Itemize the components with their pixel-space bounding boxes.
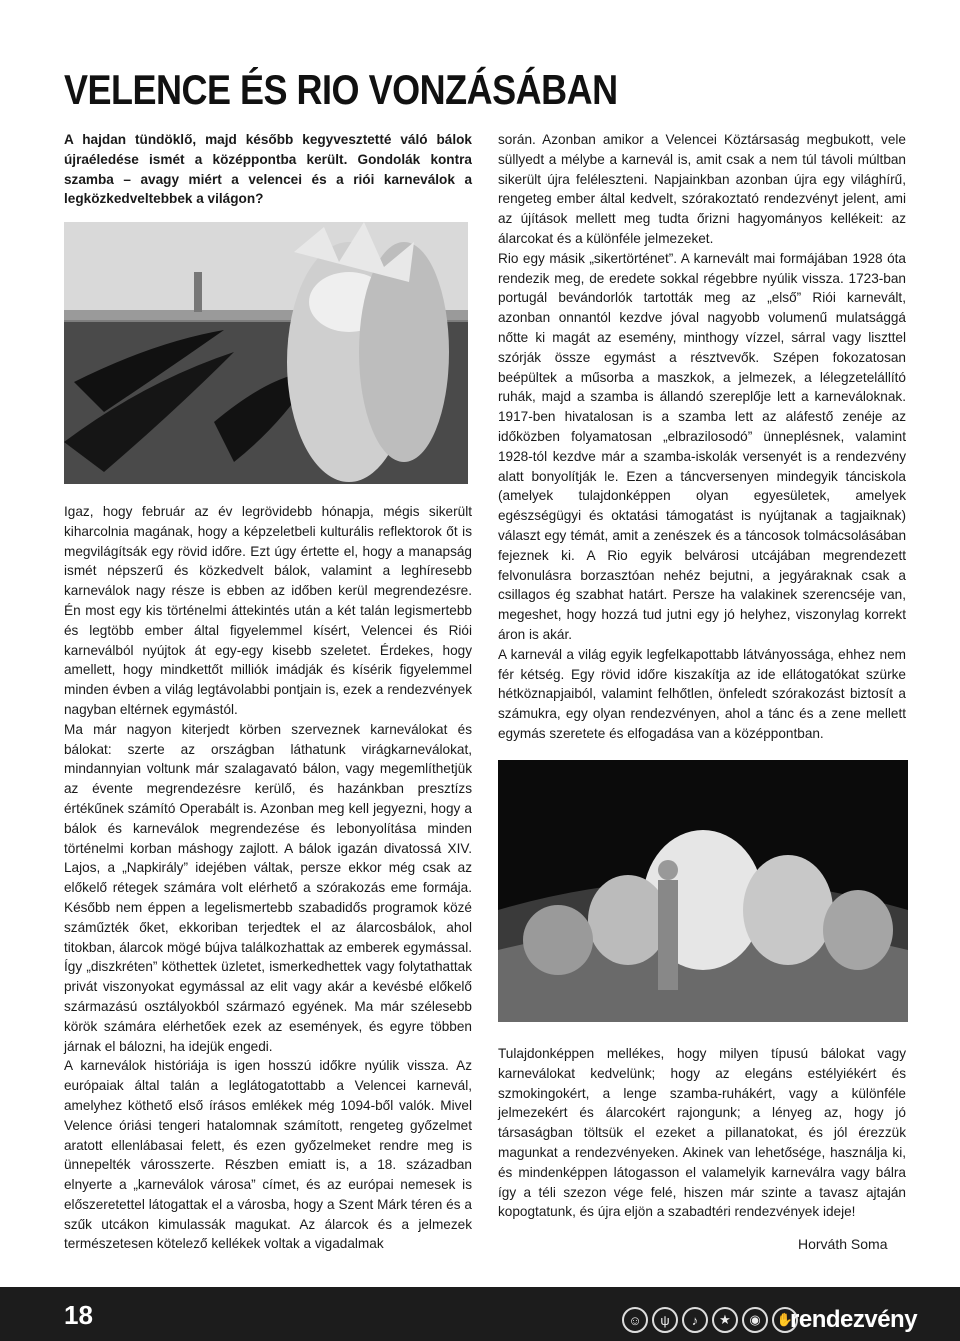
paragraph: során. Azonban amikor a Velencei Köztársaság megbukott, vele süllyedt a mélybe a karnevál is, amit csak a nem túl távoli múltban sikerült újra feléleszteni. Napjainkban azonban újra egy világhírű, rengeteg ember által kedvelt, szórakoztató rendezvényt jelent, ami az újítások mellett meg tudta őrizni hagyományos kellékeit: az álarcokat és a különféle jelmezeket. — [498, 132, 906, 246]
paragraph: Rio egy másik „sikertörténet”. A karnevált mai formájában 1928 óta rendezik meg, de eredete sokkal régebbre nyúlik vissza. 1723-ban portugál bevándorlók tartották meg az „első” Riói karnevált, azonban onnantól kezdve jóval nagyobb volumenű mulatsággá nőtte ki magát az esemény, minthogy vízzel, sárral vagy liszttel szórják össze egymást a résztvevők. Szépen fokozatosan beépültek a műsorba a maszkok, a jelmezek, a lélegzetelállító ruhák, majd a szamba is állandó szereplője lett a karneváloknak. 1917-ben hivatalosan is a szamba lett az aláfestő zenéje az időközben folyamatosan „elbrazilosodó” ünneplésnek, valamint 1928-tól kezdve már a szamba-iskolák versenyét is a rendezvény alatt bonyolítják le. Ezen a táncversenyen mindegyik tánciskola (amelyek tulajdonképpen olyan egyesületek, amelyek egészségügyi és oktatási támogatást is nyújtanak a tagjaiknak) választ egy témát, amit a zenészek és a táncosok tolmácsolásában fejeznek ki. A Rio egyik belvárosi utcájában megrendezett felvonulásra borzasztóan nehéz bejutni, a jegyáraknak csak a csillagos ég szabhat határt. Persze ha valakinek szerencséje van, megeshet, hogy hozzá tud jutni egy jó helyhez, viszonylag korrekt áron is akár. — [498, 250, 906, 642]
rio-carnival-photo — [498, 760, 908, 1022]
venice-carnival-photo — [64, 222, 468, 484]
article-closing: Tulajdonképpen mellékes, hogy milyen típusú bálokat vagy karneválokat kedvelünk; hogy az elegáns estélyiékért és szmokingokért, a lenge szamba-ruhákért, vagy a különféle jelmezekért és álarcokért rajongunk; a lényeg az, hogy jó társaságban töltsük el ezeket a pillanatokat, és jól érezzük magunkat a rendezvényeken. Akinek van lehetősége, használja ki, és mindenképpen látogasson el valamelyik karneválra vagy bálra így a téli szezon vége felé, hiszen már szinte a tavasz ajtaján kopogtatunk, és újra eljön a szabadtéri rendezvények ideje! — [498, 1046, 906, 1220]
people-icon: ☺ — [622, 1307, 648, 1333]
page-number: 18 — [64, 1300, 93, 1330]
cutlery-icon: ψ — [652, 1307, 678, 1333]
paragraph: Igaz, hogy február az év legrövidebb hónapja, mégis sikerült kiharcolnia magának, hogy a képzeletbeli kulturális reflektorok őt is megvilágítsák egy rövid időre. Ezt úgy értette el, hogy a manapság ismét népszerű és közkedvelt bálok, valamint a leghíresebb karneválok nagy része is ebben az időben kerül megrendezésre. Én most egy kis történelmi áttekintés után a két talán legismertebb és legtöbb ember által figyelemmel kísért, Velencei és Riói karneválból nyújtok át egy-egy kisebb szeletet. Érdekes, hogy amellett, hogy mindkettőt milliók imádják és kísérik figyelemmel minden évben a világ legtávolabbi pontjain is, ezek a rendezvények nagyban eltérnek egymástól. — [64, 504, 472, 717]
music-icon: ♪ — [682, 1307, 708, 1333]
author-signature: Horváth Soma — [798, 1236, 888, 1252]
section-label: rendezvény — [790, 1306, 918, 1333]
paragraph: A karnevál a világ egyik legfelkapottabb látványossága, ehhez nem fér kétség. Egy rövid időre kiszakítja az ide ellátogatókat szürke hétköznapjaiból, valamint felhőtlen, önfeledt szórakozást biztosít a számukra, egy olyan rendezvényen, ahol a tánc és a zene mellett egymás szeretete és elfogadása van a középpontban. — [498, 646, 906, 741]
footer-icon-row — [622, 1307, 798, 1333]
star-icon: ★ — [712, 1307, 738, 1333]
article-body-right — [498, 130, 906, 744]
globe-icon: ◉ — [742, 1307, 768, 1333]
paragraph: A karneválok históriája is igen hosszú időkre nyúlik vissza. Az európaiak által talán a leglátogatottabb a Velencei karnevál, amelyhez köthető első írásos emlékek még 1094-ből valók. Mivel Velence óriási tengeri hatalomnak számított, rengeteg győzelmet aratott ellenlábasai felett, és ezen győzelmeket rendre meg is ünnepelték városszerte. Részben emiatt is, a 18. században elnyerte a „karneválok városa” címet, és az európai nemesek is előszeretettel látogattak el a városba, hogy a Szent Márk téren és a szűk utcákon kimulassák magukat. Az álarcok és a jelmezek természetesen kötelező kellékek voltak a vigadalmak — [64, 1058, 472, 1252]
article-title: VELENCE ÉS RIO VONZÁSÁBAN — [64, 66, 618, 114]
article-lead: A hajdan tündöklő, majd később kegyvesztetté váló bálok újraéledése ismét a középpontba került. Gondolák kontra szamba – avagy miért a velencei és a riói karneválok a legközkedveltebbek a világon? — [64, 132, 472, 207]
article-body-left — [64, 502, 472, 1254]
paragraph: Ma már nagyon kiterjedt körben szerveznek karneválokat és bálokat: szerte az országban láthatunk virágkarneválokat, mindannyian voltunk már szalagavató bálon, vagy megemlíthetjük az évente megrendezésre kerülő, és hazánkban presztízs értékűnek számító Operabált is. Azonban meg kell jegyezni, hogy a bálok és karneválok megrendezése és lebonyolítása minden történelmi korban máshogy zajlott. A bálok igazán divatossá XIV. Lajos, a „Napkirály” idejében váltak, persze ekkor még csak az előkelő rétegek számára volt elérhető a szórakozás eme formája. Később nem éppen a legelismertebb szabadidős programok közé száműzték őket, ekkoriban terjedtek el az álarcosbálok, ahol titokban, álarcok mögé bújva találkozhattak az emberek egymással. Így „diszkréten” köthettek üzletet, ismerkedhettek vagy folytathattak privát viszonyokat egymással az elit vagy akár a kevésbé előkelő származású osztályokból származó egyének. Ma már szélesebb körök számára elérhetőek ezek az események, és egyre többen járnak el bálozni, ha idejük engedi. — [64, 721, 472, 1054]
hand-icon: ✋ — [772, 1307, 798, 1333]
